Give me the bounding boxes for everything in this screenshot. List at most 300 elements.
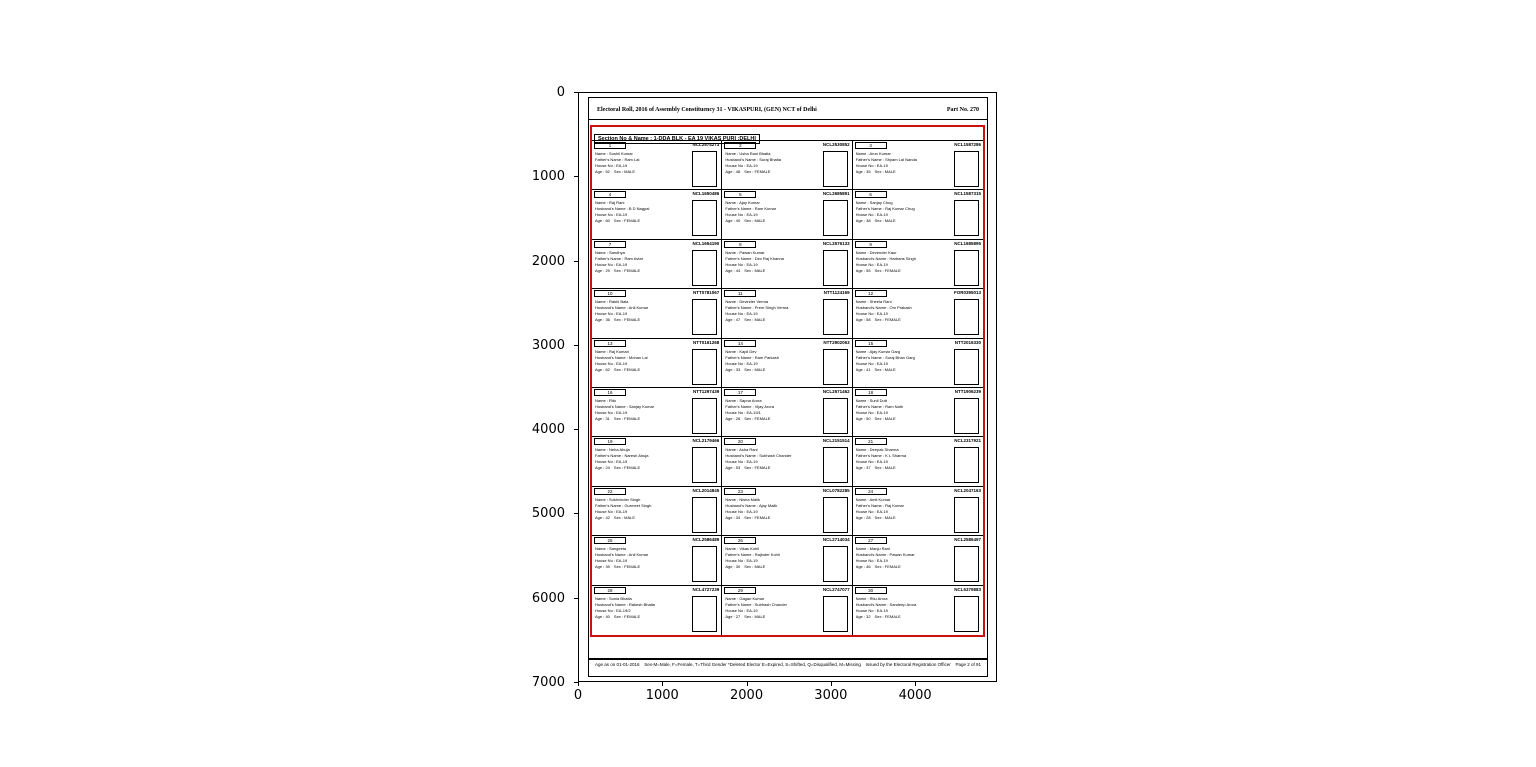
field-line: House No : EA-19	[725, 311, 758, 317]
epic-number: NCL2586489	[692, 537, 720, 543]
card-fields	[725, 447, 823, 471]
field-line: Age : 60 Sex : FEMALE	[595, 218, 641, 224]
epic-number: NCL2047163	[954, 487, 981, 493]
field-line: Name : Asha Rani	[725, 447, 758, 453]
photo-box	[692, 447, 717, 483]
voter-card	[592, 240, 722, 289]
field-line: House No : EA-19	[855, 607, 888, 613]
field-line: Name : Sanjay Chug	[855, 200, 893, 206]
voter-card	[592, 190, 722, 239]
field-line: Name : Gagan Kumar	[725, 595, 765, 601]
field-line: Husband's Name : Mohan Lal	[595, 354, 648, 360]
photo-box	[692, 200, 717, 236]
card-fields	[595, 398, 693, 422]
document-header	[589, 98, 987, 120]
field-line: Age : 62 Sex : FEMALE	[595, 366, 641, 372]
field-line: Husband's Name : Om Prakash	[855, 305, 912, 311]
field-line: Name : Neha Ahuja	[595, 447, 630, 453]
field-line: House No : EA-19	[725, 212, 758, 218]
field-line: House No : EA-19/1	[725, 410, 761, 415]
field-line: House No : EA-19	[855, 261, 888, 267]
photo-box	[823, 151, 848, 187]
photo-box	[954, 447, 979, 483]
field-line: Father's Name : Ram Lal	[595, 157, 640, 162]
voter-card	[592, 289, 722, 338]
field-line: Name : Vikas Kohli	[725, 546, 760, 552]
serial-number: 17	[737, 390, 743, 395]
serial-box	[724, 241, 756, 248]
footer-issuer: Issued by the Electoral Registration Officer	[865, 662, 951, 667]
field-line: Age : 48 Sex : FEMALE	[725, 169, 771, 174]
epic-number: NCL2530852	[822, 142, 850, 147]
epic-number: NTT0161268	[693, 339, 720, 345]
voter-card	[853, 141, 983, 190]
field-line: Name : Deepak Sharma	[855, 447, 899, 453]
epic-number: NTT2016330	[954, 339, 981, 345]
field-line: Father's Name : Prem Singh Verma	[725, 305, 789, 311]
voter-card	[853, 586, 983, 635]
field-line: Father's Name : Naresh Ahuja	[595, 453, 649, 459]
voter-card	[592, 388, 722, 437]
card-fields	[725, 596, 823, 620]
field-line: Age : 55 Sex : FEMALE	[855, 267, 901, 273]
field-line: Age : 28 Sex : MALE	[855, 514, 896, 520]
document-page	[588, 97, 988, 677]
epic-number: NCL2571462	[822, 389, 850, 394]
serial-box	[594, 191, 626, 198]
card-fields	[595, 349, 693, 373]
serial-box	[855, 587, 887, 594]
card-fields	[595, 596, 693, 620]
field-line: Husband's Name : Anil Kumar	[595, 552, 649, 558]
x-tick-mark	[831, 682, 832, 686]
field-line: Name : Manju Rani	[855, 546, 890, 552]
serial-box	[594, 537, 626, 544]
voter-card	[722, 487, 852, 536]
field-line: Name : Rakhi Bala	[595, 299, 629, 305]
field-line: Father's Name : Ram Kumar	[725, 206, 777, 212]
card-fields	[856, 299, 954, 323]
field-line: Husband's Name : Sandeep Arora	[855, 601, 917, 607]
serial-number: 3	[869, 143, 872, 148]
serial-box	[855, 488, 887, 495]
field-line: Father's Name : Ram Nath	[855, 404, 904, 409]
field-line: Age : 40 Sex : MALE	[725, 218, 766, 224]
serial-box	[594, 340, 626, 347]
serial-number: 5	[739, 192, 742, 198]
epic-number: NCL1650486	[692, 191, 720, 197]
photo-box	[954, 151, 979, 187]
field-line: Age : 39 Sex : FEMALE	[595, 564, 641, 570]
card-fields	[856, 151, 954, 175]
epic-number: NCL1685895	[954, 240, 981, 246]
field-line: Name : Devinder Verma	[725, 299, 769, 305]
field-line: Age : 42 Sex : MALE	[595, 514, 636, 520]
serial-number: 26	[737, 538, 743, 544]
card-fields	[725, 398, 823, 422]
voter-card	[592, 141, 722, 190]
serial-number: 11	[737, 291, 743, 297]
field-line: Father's Name : Subhash Chander	[725, 601, 788, 607]
x-tick-label: 0	[573, 688, 583, 703]
photo-box	[692, 497, 717, 533]
epic-number: NCL2317921	[954, 438, 981, 444]
epic-number: NTT1297439	[693, 389, 720, 394]
photo-box	[823, 596, 848, 632]
photo-box	[823, 447, 848, 483]
epic-number: NTT0781067	[693, 290, 720, 296]
epic-number: NCL2574273	[692, 142, 720, 147]
voter-card	[853, 536, 983, 585]
card-fields	[856, 349, 954, 373]
field-line: House No : EA-19	[855, 558, 888, 564]
serial-number: 7	[608, 241, 612, 247]
photo-box	[692, 349, 717, 385]
field-line: Name : Ajay Kumar	[725, 200, 760, 206]
section-title: Section No & Name : 1-DDA BLK - EA 19 VIKAS PURI :DELHI	[594, 134, 760, 144]
serial-box	[724, 438, 756, 445]
epic-number: NTT1124169	[823, 290, 850, 296]
serial-box	[855, 191, 887, 198]
field-line: Age : 27 Sex : MALE	[725, 613, 766, 619]
voter-card	[592, 487, 722, 536]
field-line: Father's Name : Raj Kumar	[855, 502, 904, 508]
serial-box	[594, 389, 626, 396]
epic-number: NCL4727239	[692, 586, 720, 592]
card-fields	[595, 497, 693, 521]
field-line: House No : EA-19	[595, 410, 628, 415]
serial-box	[855, 142, 887, 149]
card-fields	[725, 151, 823, 175]
serial-box	[855, 537, 887, 544]
voter-card	[853, 487, 983, 536]
serial-number: 1	[608, 143, 612, 148]
voter-card	[592, 536, 722, 585]
plot-area	[578, 92, 997, 682]
serial-number: 27	[868, 538, 874, 544]
field-line: Age : 47 Sex : MALE	[725, 317, 766, 323]
field-line: Age : 32 Sex : FEMALE	[855, 613, 901, 619]
field-line: House No : EA-19	[855, 311, 888, 317]
field-line: House No : EA-19	[595, 558, 628, 564]
field-line: Name : Amit Kumar	[855, 496, 891, 502]
voter-card	[592, 437, 722, 486]
y-tick-label: 2000	[531, 253, 565, 269]
y-tick-label: 5000	[531, 506, 565, 522]
y-tick-label: 3000	[531, 337, 565, 353]
voter-card	[722, 289, 852, 338]
epic-number: NCL0782285	[822, 487, 850, 493]
photo-box	[954, 349, 979, 385]
voter-card	[722, 141, 852, 190]
field-line: Age : 26 Sex : FEMALE	[725, 416, 771, 421]
voter-card	[853, 339, 983, 388]
serial-number: 6	[869, 192, 872, 198]
field-line: Name : Ajay Kumar Garg	[855, 348, 901, 354]
epic-number: NCL2014845	[692, 487, 720, 493]
field-line: Husband's Name : Pawan Kumar	[855, 552, 915, 558]
voter-card	[853, 289, 983, 338]
voter-card	[853, 240, 983, 289]
card-fields	[856, 250, 954, 274]
field-line: Age : 52 Sex : MALE	[595, 169, 636, 174]
serial-number: 4	[608, 192, 612, 198]
field-line: Husband's Name : Ajay Malik	[725, 502, 778, 508]
field-line: Name : Sukhvinder Singh	[595, 496, 641, 502]
voter-card	[592, 339, 722, 388]
serial-number: 25	[607, 538, 613, 544]
voter-card	[722, 388, 852, 437]
field-line: Name : Kapil Dev	[725, 348, 757, 354]
serial-number: 16	[607, 390, 613, 395]
photo-box	[692, 299, 717, 335]
field-line: House No : EA-19	[725, 607, 758, 613]
x-tick-label: 3000	[814, 688, 848, 703]
photo-box	[954, 398, 979, 434]
field-line: Name : Arun Kumar	[855, 151, 891, 156]
serial-box	[724, 191, 756, 198]
field-line: Name : Ritu Arora	[855, 595, 888, 601]
field-line: House No : EA-19	[855, 163, 888, 168]
serial-box	[855, 438, 887, 445]
serial-box	[724, 389, 756, 396]
x-tick-label: 2000	[730, 688, 764, 703]
section-box	[590, 125, 985, 637]
epic-number: NCL2747077	[822, 586, 850, 592]
serial-number: 18	[868, 390, 874, 395]
field-line: Father's Name : Dev Raj Khanna	[725, 255, 784, 261]
epic-number: NCL2151514	[822, 438, 850, 444]
card-fields	[856, 200, 954, 224]
y-tick-label: 0	[556, 85, 565, 100]
field-line: Age : 53 Sex : FEMALE	[725, 465, 771, 471]
photo-box	[823, 546, 848, 582]
voter-card	[853, 190, 983, 239]
epic-number: FOR0395013	[953, 290, 981, 296]
field-line: House No : EA-19	[595, 261, 628, 267]
field-line: Age : 36 Sex : FEMALE	[595, 317, 641, 323]
serial-number: 30	[868, 587, 874, 593]
serial-number: 10	[607, 291, 613, 297]
field-line: House No : EA-19	[725, 261, 758, 267]
field-line: House No : EA-19	[725, 508, 758, 514]
photo-box	[692, 398, 717, 434]
serial-box	[855, 241, 887, 248]
photo-box	[823, 398, 848, 434]
card-fields	[856, 447, 954, 471]
serial-number: 28	[607, 587, 613, 593]
serial-box	[594, 488, 626, 495]
serial-box	[855, 340, 887, 347]
voter-card	[722, 339, 852, 388]
x-tick-mark	[915, 682, 916, 686]
photo-box	[823, 250, 848, 286]
serial-number: 14	[737, 340, 743, 346]
field-line: Age : 35 Sex : MALE	[855, 169, 896, 174]
voter-card	[722, 536, 852, 585]
serial-box	[724, 290, 756, 297]
photo-box	[692, 151, 717, 187]
card-fields	[595, 250, 693, 274]
field-line: Husband's Name : Harbans Singh	[855, 255, 917, 261]
field-line: Name : Usha Rani Bhatia	[725, 151, 771, 156]
field-line: House No : EA-19	[725, 558, 758, 564]
card-fields	[856, 546, 954, 570]
field-line: House No : EA-19	[725, 163, 758, 168]
card-fields	[725, 497, 823, 521]
field-line: Husband's Name : Anil Kumar	[595, 305, 649, 311]
card-fields	[725, 250, 823, 274]
field-line: Husband's Name : Sanjay Kumar	[595, 404, 655, 409]
field-line: Name : Raj Rani	[595, 200, 625, 206]
field-line: Age : 30 Sex : MALE	[725, 564, 766, 570]
card-fields	[856, 596, 954, 620]
field-line: Name : Sapna Arora	[725, 398, 762, 403]
field-line: Name : Sheela Rani	[855, 299, 892, 305]
x-tick-mark	[747, 682, 748, 686]
x-tick-label: 4000	[898, 688, 932, 703]
field-line: House No : EA-19	[595, 311, 628, 317]
card-fields	[725, 349, 823, 373]
field-line: Age : 50 Sex : MALE	[855, 416, 896, 421]
field-line: Father's Name : K L Sharma	[855, 453, 907, 459]
card-fields	[595, 546, 693, 570]
field-line: House No : EA-19	[855, 508, 888, 514]
card-fields	[595, 151, 693, 175]
field-line: House No : EA-19	[855, 360, 888, 366]
part-number: Part No. 270	[946, 106, 979, 113]
footer-left: Age as on 01-01-2016	[595, 662, 640, 667]
serial-box	[855, 290, 887, 297]
field-line: Husband's Name : B D Nagpal	[595, 206, 650, 212]
epic-number: NCL2576133	[822, 240, 850, 246]
voter-card	[722, 437, 852, 486]
photo-box	[823, 200, 848, 236]
epic-number: NCL2714034	[822, 537, 850, 543]
field-line: Father's Name : Ram Avtar	[595, 255, 644, 261]
serial-box	[855, 389, 887, 396]
epic-number: NCL1654190	[692, 240, 720, 246]
voter-card	[722, 586, 852, 635]
voter-card	[853, 437, 983, 486]
epic-number: NTT2902063	[823, 339, 850, 345]
voter-grid	[592, 140, 983, 635]
field-line: Age : 31 Sex : FEMALE	[595, 416, 641, 421]
field-line: Age : 44 Sex : MALE	[725, 267, 766, 273]
serial-number: 2	[739, 143, 742, 148]
photo-box	[954, 596, 979, 632]
photo-box	[692, 596, 717, 632]
serial-number: 21	[868, 439, 874, 445]
serial-box	[724, 587, 756, 594]
serial-number: 22	[607, 488, 613, 494]
field-line: Age : 29 Sex : FEMALE	[595, 267, 641, 273]
serial-box	[594, 587, 626, 594]
y-tick-label: 1000	[531, 169, 565, 185]
field-line: House No : EA-19/2	[595, 607, 631, 613]
field-line: Father's Name : Suraj Bhan Garg	[855, 354, 915, 360]
field-line: House No : EA-19	[855, 212, 888, 218]
field-line: Father's Name : Raj Kumar Chug	[855, 206, 915, 212]
y-tick-label: 7000	[531, 675, 565, 690]
photo-box	[823, 349, 848, 385]
epic-number: NCL2586497	[954, 537, 981, 543]
photo-box	[954, 497, 979, 533]
voter-card	[722, 190, 852, 239]
serial-number: 29	[737, 587, 743, 593]
serial-box	[594, 142, 626, 149]
epic-number: NCL1587286	[954, 142, 981, 147]
field-line: Name : Raj Kumari	[595, 348, 629, 354]
field-line: Husband's Name : Rakesh Bhatia	[595, 601, 655, 607]
field-line: House No : EA-19	[595, 163, 628, 168]
field-line: House No : EA-19	[595, 508, 628, 514]
serial-box	[594, 241, 626, 248]
field-line: Name : Sonia Bhatia	[595, 595, 632, 601]
serial-number: 8	[739, 241, 742, 247]
epic-number: NCL2685891	[822, 191, 850, 197]
field-line: Husband's Name : Suraj Bhatia	[725, 157, 782, 162]
epic-number: NCL2179466	[692, 438, 720, 444]
photo-box	[954, 200, 979, 236]
field-line: Father's Name : Shyam Lal Nanda	[855, 157, 917, 162]
field-line: House No : EA-19	[595, 459, 628, 465]
field-line: Age : 37 Sex : MALE	[855, 465, 896, 471]
x-tick-mark	[662, 682, 663, 686]
epic-number: NCL5379883	[954, 586, 981, 592]
field-line: Name : Pawan Kumar	[725, 249, 765, 255]
field-line: Father's Name : Vijay Arora	[725, 404, 775, 409]
field-line: Age : 38 Sex : MALE	[855, 218, 896, 224]
photo-box	[692, 250, 717, 286]
field-line: Name : Devender Kaur	[855, 249, 897, 255]
field-line: Age : 24 Sex : FEMALE	[595, 465, 641, 471]
field-line: Age : 41 Sex : MALE	[855, 366, 896, 372]
field-line: Name : Sandhya	[595, 249, 625, 255]
card-fields	[595, 447, 693, 471]
card-fields	[595, 200, 693, 224]
serial-box	[724, 488, 756, 495]
photo-box	[954, 546, 979, 582]
y-tick-label: 4000	[531, 422, 565, 438]
field-line: Name : Sunil Dutt	[855, 398, 888, 403]
card-fields	[595, 299, 693, 323]
field-line: Name : Sushil Kumar	[595, 151, 633, 156]
photo-box	[692, 546, 717, 582]
field-line: Age : 58 Sex : FEMALE	[855, 317, 901, 323]
serial-number: 20	[737, 439, 743, 445]
document-title: Electoral Roll, 2016 of Assembly Constituency 31 - VIKASPURI, (GEN) NCT of Delhi	[597, 106, 817, 113]
field-line: Age : 34 Sex : FEMALE	[725, 514, 771, 520]
footer-legend: Sex-M=Male, F=Female, T=Third Gender *Deleted Elector E=Expired, S=Shifted, Q=Disqualified, M=Missing	[644, 662, 861, 667]
field-line: Name : Ritu	[595, 398, 617, 403]
field-line: House No : EA-19	[595, 212, 628, 218]
serial-box	[594, 438, 626, 445]
card-fields	[856, 497, 954, 521]
voter-card	[722, 240, 852, 289]
card-fields	[725, 299, 823, 323]
serial-box	[724, 537, 756, 544]
field-line: Father's Name : Gurmeet Singh	[595, 502, 652, 508]
voter-card	[853, 388, 983, 437]
field-line: House No : EA-19	[855, 459, 888, 465]
field-line: Father's Name : Ram Parkash	[725, 354, 779, 360]
card-fields	[725, 546, 823, 570]
voter-card	[592, 586, 722, 635]
field-line: House No : EA-19	[595, 360, 628, 366]
serial-box	[594, 290, 626, 297]
card-fields	[856, 398, 954, 422]
